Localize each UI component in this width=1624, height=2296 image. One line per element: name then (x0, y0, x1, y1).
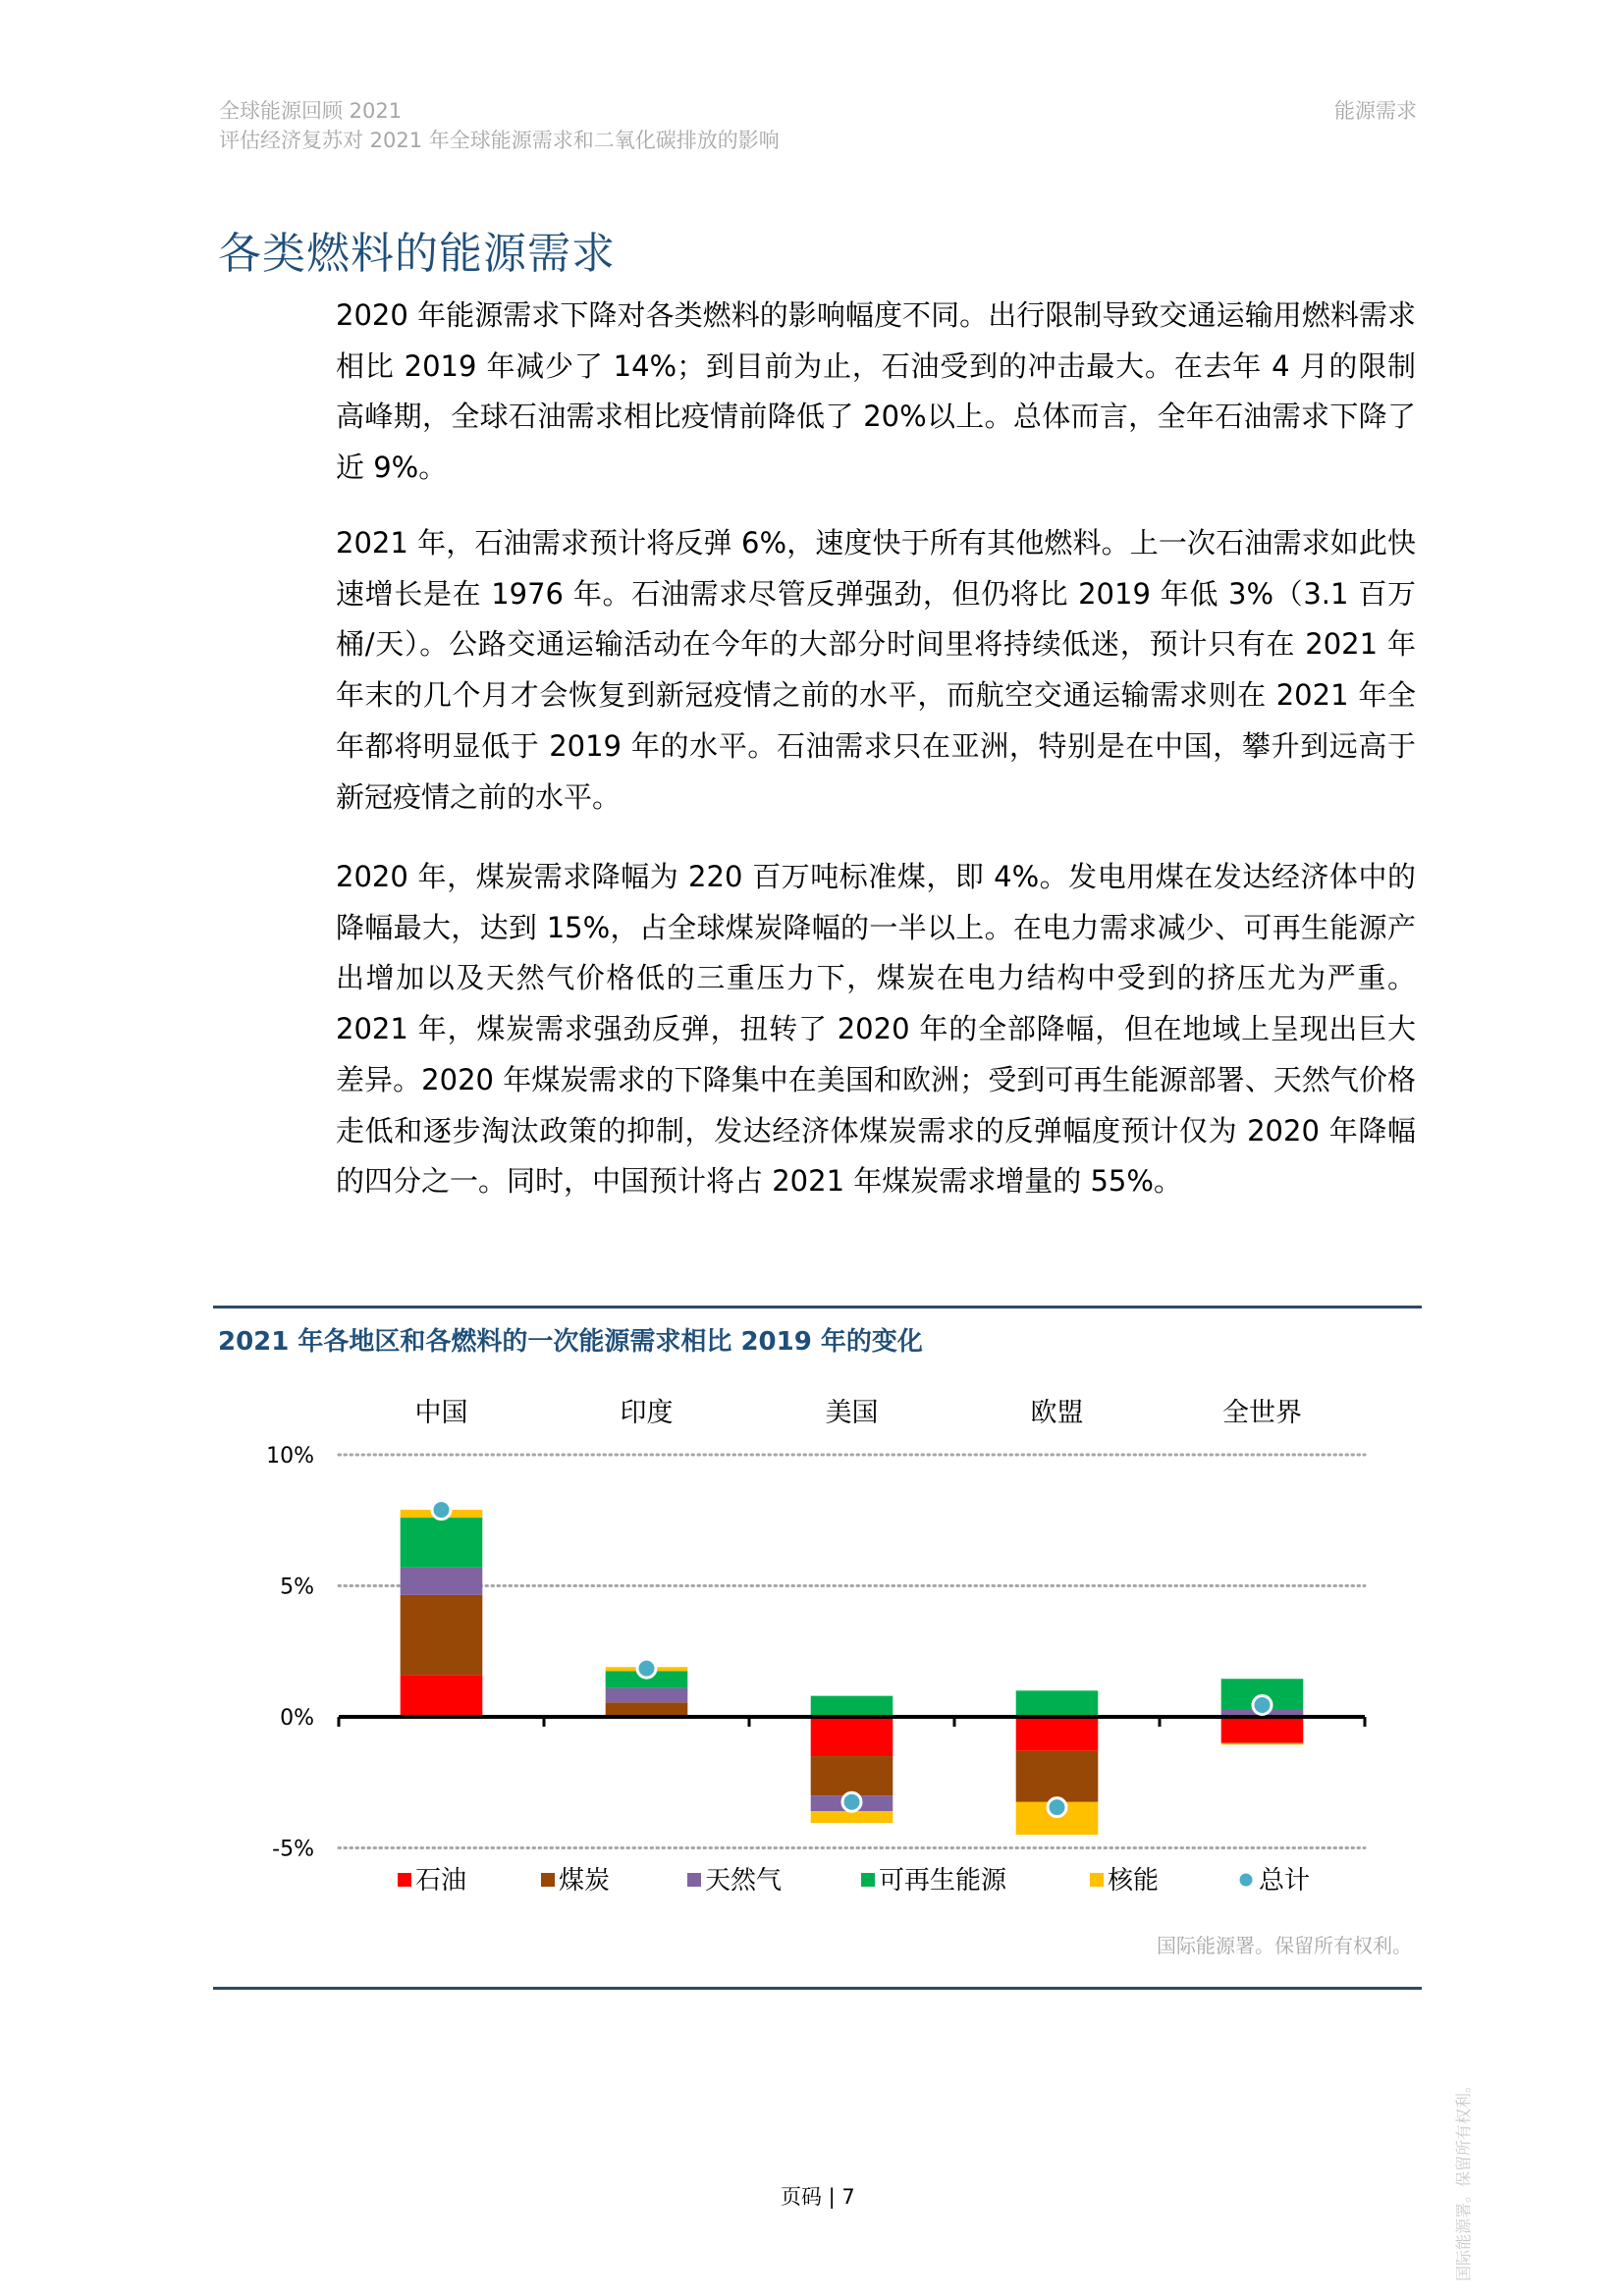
side-copyright: 国际能源署。保留所有权利。 (1454, 2076, 1473, 2281)
legend-swatch (1090, 1873, 1104, 1887)
y-tick-label: 0% (280, 1706, 314, 1731)
total-marker (637, 1659, 656, 1678)
legend-swatch (861, 1873, 875, 1887)
total-marker (1048, 1798, 1066, 1817)
total-marker (1253, 1695, 1272, 1714)
chart-bottom-rule (213, 1987, 1422, 1990)
bar-segment-2 (811, 1756, 893, 1795)
legend-label: 煤炭 (559, 1866, 611, 1896)
bar-segment-2 (606, 1702, 688, 1717)
y-tick-label: 5% (280, 1575, 314, 1600)
y-tick-label: 10% (266, 1444, 314, 1468)
bar-segment-4 (1016, 1690, 1099, 1717)
bar-segment-3 (606, 1688, 688, 1703)
category-label: 欧盟 (1030, 1398, 1084, 1428)
legend-swatch (398, 1873, 411, 1887)
category-label: 美国 (825, 1398, 879, 1428)
bar-segment-2 (401, 1595, 483, 1675)
legend-label: 总计 (1259, 1866, 1311, 1896)
page-number: 页码 | 7 (781, 2185, 855, 2209)
legend-label: 石油 (415, 1866, 467, 1896)
bar-segment-4 (401, 1518, 483, 1568)
y-tick-label: -5% (272, 1837, 314, 1862)
body-paragraph: 2020 年能源需求下降对各类燃料的影响幅度不同。出行限制导致交通运输用燃料需求相比 2019 年减少了 14%；到目前为止，石油受到的冲击最大。在去年 4 月的限制高峰期，全球石油需求相比疫情前降低了 20%以上。总体而言，全年石油需求下降了近 9%。 (336, 298, 1416, 485)
section-title: 各类燃料的能源需求 (218, 229, 616, 279)
chart-source: 国际能源署。保留所有权利。 (1157, 1934, 1412, 1957)
category-label: 全世界 (1222, 1398, 1302, 1428)
bar-segment-5 (1221, 1743, 1304, 1745)
category-label: 中国 (414, 1398, 468, 1428)
bar-segment-1 (811, 1717, 893, 1756)
legend-swatch (541, 1873, 555, 1887)
report-title: 全球能源回顾 2021 (219, 99, 403, 123)
bar-segment-1 (401, 1675, 483, 1717)
section-label: 能源需求 (1334, 99, 1417, 123)
legend-label: 可再生能源 (879, 1866, 1007, 1896)
chart-title: 2021 年各地区和各燃料的一次能源需求相比 2019 年的变化 (218, 1327, 923, 1357)
bar-segment-2 (1016, 1751, 1099, 1802)
legend-label: 核能 (1108, 1866, 1160, 1896)
legend-swatch (687, 1873, 701, 1887)
bar-segment-3 (401, 1568, 483, 1595)
bar-segment-1 (1221, 1717, 1304, 1743)
legend-swatch (1240, 1874, 1253, 1887)
bar-segment-5 (811, 1811, 893, 1823)
body-paragraph: 2021 年，石油需求预计将反弹 6%，速度快于所有其他燃料。上一次石油需求如此快速增长是在 1976 年。石油需求尽管反弹强劲，但仍将比 2019 年低 3%（3.1 百万桶/天）。公路交通运输活动在今年的大部分时间里将持续低迷，预计只有在 2021 年年末的几个月才会恢复到新冠疫情之前的水平，而航空交通运输需求则在 2021 年全年都将明显低于 2019 年的水平。石油需求只在亚洲，特别是在中国，攀升到远高于新冠疫情之前的水平。 (336, 526, 1416, 814)
report-subtitle: 评估经济复苏对 2021 年全球能源需求和二氧化碳排放的影响 (219, 129, 780, 152)
total-marker (842, 1792, 861, 1811)
legend-label: 天然气 (705, 1866, 783, 1896)
body-paragraph: 2020 年，煤炭需求降幅为 220 百万吨标准煤，即 4%。发电用煤在发达经济体中的降幅最大，达到 15%，占全球煤炭降幅的一半以上。在电力需求减少、可再生能源产出增加以及天然气价格低的三重压力下，煤炭在电力结构中受到的挤压尤为严重。2021 年，煤炭需求强劲反弹，扭转了 2020 年的全部降幅，但在地域上呈现出巨大差异。2020 年煤炭需求的下降集中在美国和欧洲；受到可再生能源部署、天然气价格走低和逐步淘汰政策的抑制，发达经济体煤炭需求的反弹幅度预计仅为 2020 年降幅的四分之一。同时，中国预计将占 2021 年煤炭需求增量的 55%。 (336, 860, 1416, 1199)
bar-segment-1 (1016, 1717, 1099, 1751)
bar-segment-4 (811, 1696, 893, 1717)
total-marker (432, 1501, 451, 1520)
category-label: 印度 (620, 1398, 674, 1428)
